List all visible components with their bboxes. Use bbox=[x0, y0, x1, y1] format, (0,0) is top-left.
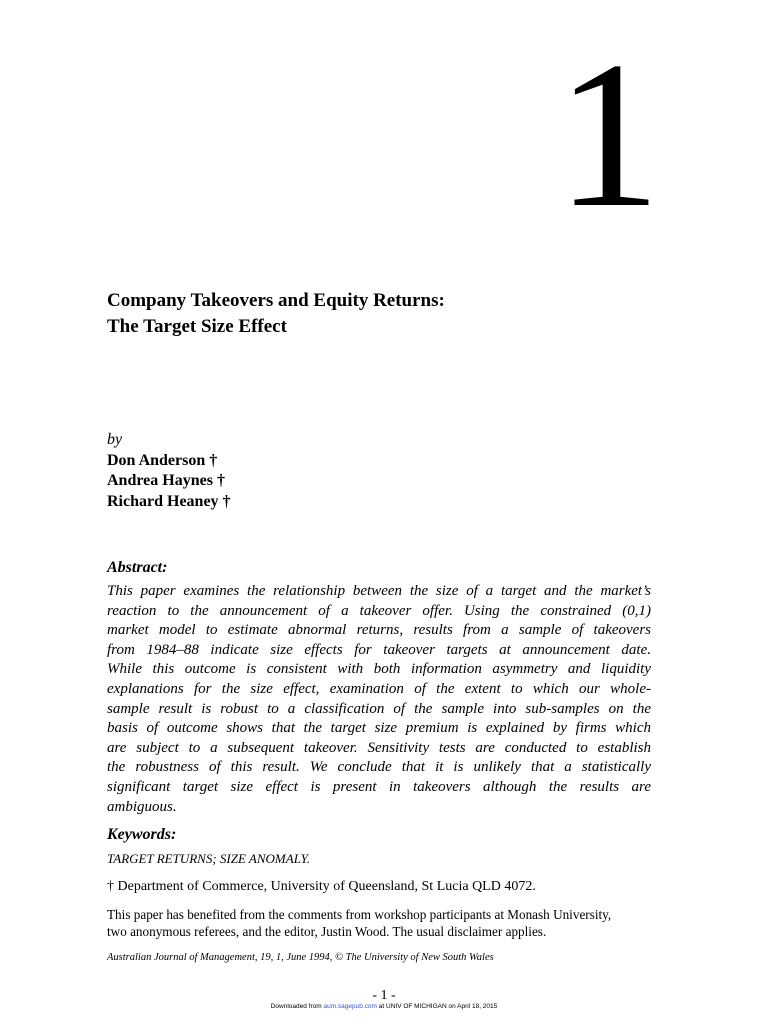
abstract-line: the robustness of this result. We conclude that it is unlikely that a statistically bbox=[107, 759, 651, 776]
abstract-line: basis of outcome shows that the target size premium is explained by firms which bbox=[107, 720, 651, 737]
abstract-line: significant target size effect is present in takeovers although the results are bbox=[107, 778, 651, 795]
author-name: Andrea Haynes † bbox=[107, 472, 225, 489]
abstract-line: are subject to a subsequent takeover. Sensitivity tests are conducted to establish bbox=[107, 739, 651, 756]
abstract-line: This paper examines the relationship between the size of a target and the market’s bbox=[107, 583, 651, 599]
abstract-line: explanations for the size effect, examination of the extent to which our whole- bbox=[107, 680, 651, 697]
abstract-heading: Abstract: bbox=[107, 559, 168, 576]
page-number: - 1 - bbox=[372, 988, 396, 1003]
abstract-body bbox=[107, 582, 651, 817]
acknowledgement-line-2: two anonymous referees, and the editor, Justin Wood. The usual disclaimer applies. bbox=[107, 924, 547, 939]
download-note bbox=[0, 1003, 768, 1010]
download-note-prefix: Downloaded from bbox=[270, 1003, 324, 1010]
journal-citation: Australian Journal of Management, 19, 1, June 1994, © The University of New South Wales bbox=[107, 952, 494, 963]
abstract-line: While this outcome is consistent with both information asymmetry and liquidity bbox=[107, 661, 651, 678]
paper-title-line-1: Company Takeovers and Equity Returns: bbox=[107, 290, 445, 311]
acknowledgement-line-1: This paper has benefited from the comments from workshop participants at Monash University, bbox=[107, 907, 612, 922]
abstract-line: reaction to the announcement of a takeover offer. Using the constrained (0,1) bbox=[107, 602, 651, 619]
abstract-line: market model to estimate abnormal returns, results from a sample of takeovers bbox=[107, 622, 651, 639]
download-note-suffix: at UNIV OF MICHIGAN on April 18, 2015 bbox=[376, 1003, 498, 1010]
author-name: Don Anderson † bbox=[107, 451, 218, 469]
keywords-text: TARGET RETURNS; SIZE ANOMALY. bbox=[107, 851, 310, 866]
byline-by: by bbox=[107, 431, 123, 448]
author-name: Richard Heaney † bbox=[107, 492, 231, 510]
keywords-heading: Keywords: bbox=[107, 826, 177, 843]
acknowledgement bbox=[107, 906, 653, 940]
abstract-line: from 1984–88 indicate size effects for takeover targets at announcement date. bbox=[107, 641, 651, 658]
chapter-number: 1 bbox=[556, 19, 661, 251]
download-source-link[interactable]: aum.sagepub.com bbox=[323, 1003, 377, 1010]
abstract-line: sample result is robust to a classification of the sample into sub-samples on the bbox=[107, 700, 651, 717]
paper-title-line-2: The Target Size Effect bbox=[107, 316, 287, 337]
author-block bbox=[107, 430, 231, 512]
abstract-line: ambiguous. bbox=[107, 798, 177, 815]
author-affiliation: † Department of Commerce, University of Queensland, St Lucia QLD 4072. bbox=[107, 879, 536, 894]
paper-title bbox=[107, 288, 445, 340]
